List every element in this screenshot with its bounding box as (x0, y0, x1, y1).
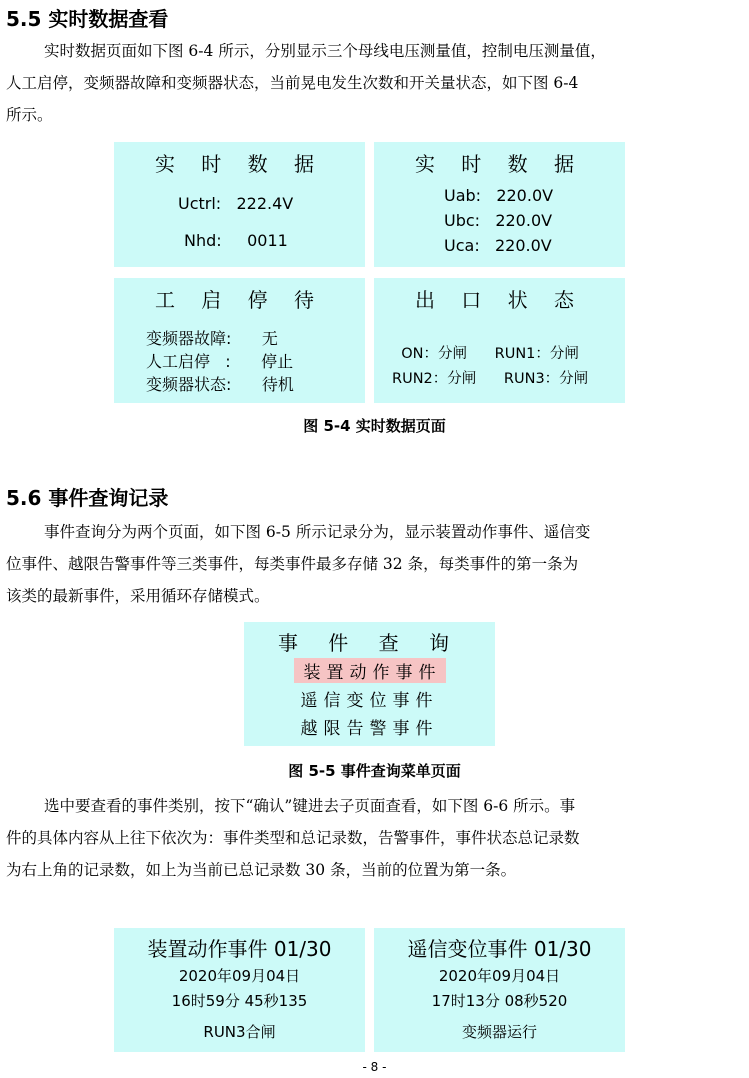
paragraph-realtime-intro (6, 35, 741, 131)
event-title: 装置动作事件 01/30 (147, 937, 332, 961)
para-line: 所示。 (6, 106, 53, 124)
panel-title: 实 时 数 据 (154, 152, 325, 176)
uca-readout: Uca: 220.0V (444, 236, 552, 255)
menu-item-limit-alarm-events[interactable]: 越限告警事件 (300, 719, 439, 739)
menu-item-remote-signal-events[interactable]: 遥信变位事件 (300, 691, 439, 711)
section-heading-5-5: 5.5 实时数据查看 (6, 7, 169, 31)
uab-readout: Uab: 220.0V (444, 186, 554, 205)
para-line: 位事件、越限告警事件等三类事件，每类事件最多存储 32 条，每类事件的第一条为 (6, 555, 579, 573)
event-date: 2020年09月04日 (178, 967, 301, 985)
menu-title: 事 件 查 询 (277, 631, 462, 655)
device-action-event-panel (114, 928, 365, 1052)
event-date: 2020年09月04日 (438, 967, 561, 985)
nhd-readout: Nhd: 0011 (184, 231, 288, 250)
vfd-status-row: 变频器状态: 待机 (146, 375, 294, 394)
output-status-row-2: RUN2：分闸 RUN3：分闸 (392, 371, 589, 387)
section-heading-5-6: 5.6 事件查询记录 (6, 486, 169, 510)
para-line: 件的具体内容从上往下依次为：事件类型和总记录数，告警事件，事件状态总记录数 (6, 829, 580, 847)
paragraph-event-detail (6, 790, 741, 886)
menu-item-label: 装置动作事件 (294, 658, 446, 683)
figure-caption-5-4: 图 5-4 实时数据页面 (303, 417, 446, 435)
paragraph-event-intro (6, 516, 741, 612)
panel-title: 实 时 数 据 (414, 152, 585, 176)
output-status-row-1: ON：分闸 RUN1：分闸 (392, 346, 579, 362)
para-line: 为右上角的记录数，如上为当前已总记录数 30 条，当前的位置为第一条。 (6, 861, 517, 879)
page-number: - 8 - (362, 1060, 387, 1074)
panel-title: 工 启 停 待 (154, 288, 325, 312)
vfd-fault-row: 变频器故障: 无 (146, 329, 278, 348)
para-line: 该类的最新事件，采用循环存储模式。 (6, 587, 270, 605)
manual-start-stop-panel (114, 278, 365, 403)
panel-title: 出 口 状 态 (414, 288, 585, 312)
para-line: 选中要查看的事件类别，按下“确认”键进去子页面查看，如下图 6-6 所示。事 (44, 797, 576, 815)
event-time: 17时13分 08秒520 (431, 992, 568, 1010)
event-time: 16时59分 45秒135 (171, 992, 308, 1010)
menu-item-device-action-events[interactable] (244, 658, 495, 683)
event-status: 变频器运行 (461, 1023, 537, 1041)
realtime-data-panel-2 (374, 142, 625, 267)
para-line: 人工启停，变频器故障和变频器状态，当前晃电发生次数和开关量状态，如下图 6-4 (6, 74, 579, 92)
ubc-readout: Ubc: 220.0V (444, 211, 553, 230)
event-title: 遥信变位事件 01/30 (407, 937, 592, 961)
event-status: RUN3合闸 (203, 1023, 276, 1041)
uctrl-readout: Uctrl: 222.4V (178, 194, 294, 213)
para-line: 实时数据页面如下图 6-4 所示，分别显示三个母线电压测量值，控制电压测量值， (44, 42, 606, 60)
output-status-panel (374, 278, 625, 403)
event-query-menu-panel (244, 622, 495, 746)
figure-caption-5-5: 图 5-5 事件查询菜单页面 (288, 762, 461, 780)
realtime-data-panel-1 (114, 142, 365, 267)
para-line: 事件查询分为两个页面，如下图 6-5 所示记录分为，显示装置动作事件、遥信变 (44, 523, 591, 541)
remote-signal-event-panel (374, 928, 625, 1052)
manual-start-stop-row: 人工启停 : 停止 (146, 352, 294, 371)
